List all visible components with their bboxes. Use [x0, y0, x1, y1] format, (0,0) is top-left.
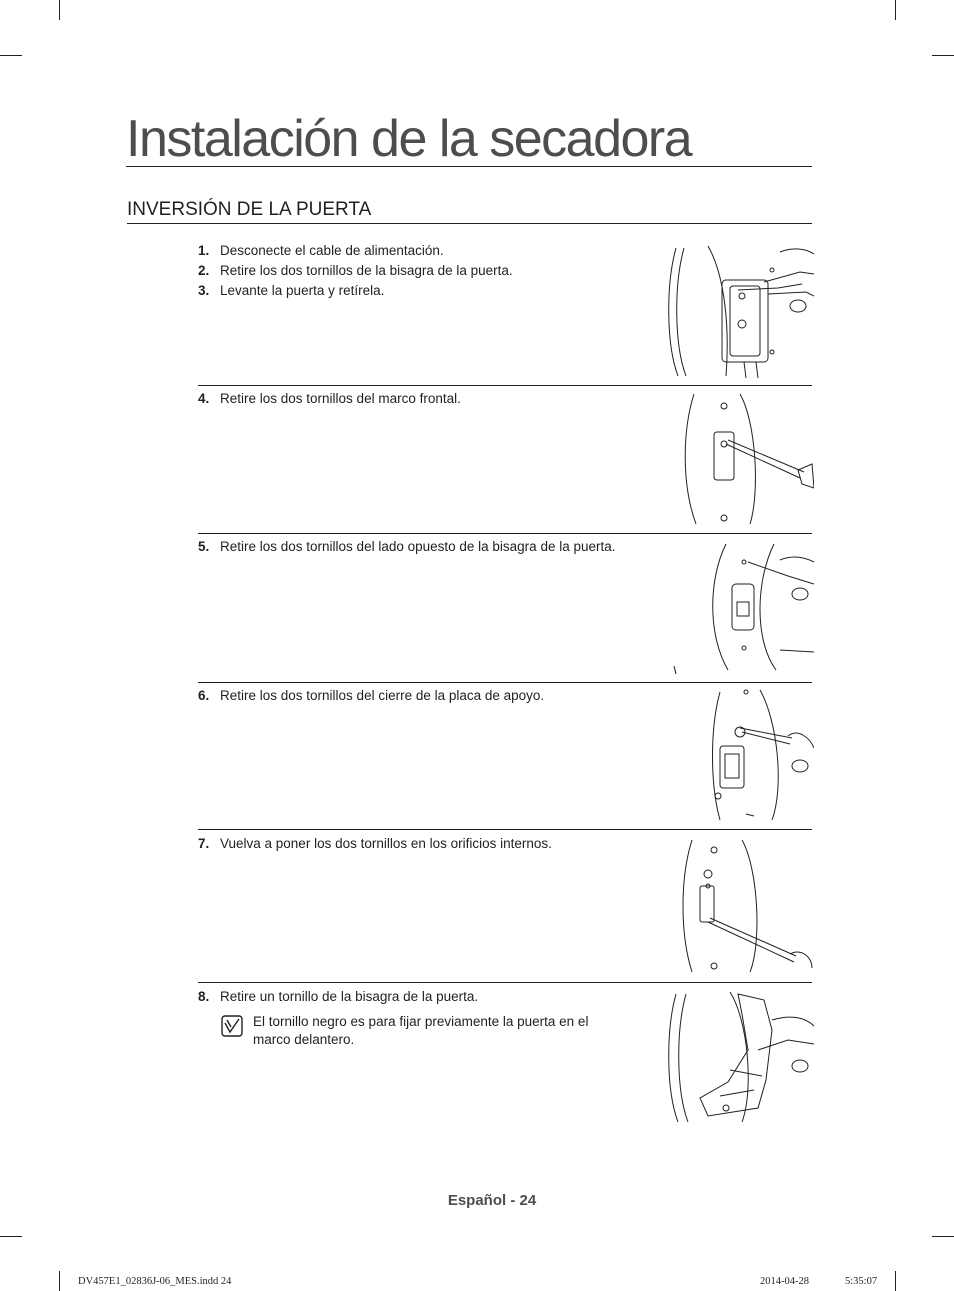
page-title: Instalación de la secadora [126, 112, 812, 167]
crop-mark [0, 55, 22, 56]
divider [198, 385, 812, 386]
crop-mark [895, 1271, 896, 1291]
step-item [198, 390, 628, 408]
print-slug-time: 5:35:07 [845, 1276, 878, 1287]
step-text: Retire los dos tornillos del marco frontal. [220, 391, 461, 406]
illustration-opposite-hinge-screws [668, 540, 814, 674]
step-number: 7. [198, 836, 210, 851]
note-pencil-icon [221, 1015, 243, 1037]
crop-mark [932, 55, 954, 56]
print-slug-date: 2014-04-28 [760, 1276, 809, 1287]
illustration-hinge-screws [668, 244, 814, 378]
divider [198, 682, 812, 683]
divider [198, 982, 812, 983]
step-text: Desconecte el cable de alimentación. [220, 243, 444, 258]
step-number: 4. [198, 391, 210, 406]
section-title: INVERSIÓN DE LA PUERTA [127, 198, 812, 224]
step-item [198, 988, 628, 1006]
illustration-hinge-screw-removal [668, 990, 814, 1124]
divider [198, 533, 812, 534]
crop-mark [0, 1236, 22, 1237]
print-slug-file: DV457E1_02836J-06_MES.indd 24 [78, 1276, 232, 1287]
illustration-front-frame-screws [680, 392, 814, 526]
page-number: Español - 24 [447, 1192, 537, 1209]
crop-mark [59, 0, 60, 20]
crop-mark [932, 1236, 954, 1237]
step-text: Retire los dos tornillos del cierre de la placa de apoyo. [220, 688, 545, 703]
step-text: Retire los dos tornillos de la bisagra de la puerta. [220, 263, 513, 278]
step-number: 5. [198, 539, 210, 554]
step-item [198, 687, 628, 705]
step-text: Retire los dos tornillos del lado opuesto de la bisagra de la puerta. [220, 539, 616, 554]
step-item [198, 282, 628, 300]
step-item [198, 262, 628, 280]
step-text: Vuelva a poner los dos tornillos en los orificios internos. [220, 836, 552, 851]
illustration-reinstall-screws [678, 838, 814, 974]
crop-mark [895, 0, 896, 20]
step-number: 2. [198, 263, 210, 278]
note-text: El tornillo negro es para fijar previamente la puerta en el marco delantero. [253, 1014, 589, 1047]
step-text: Levante la puerta y retírela. [220, 283, 385, 298]
illustration-backing-plate-screws [680, 688, 814, 822]
step-text: Retire un tornillo de la bisagra de la puerta. [220, 989, 479, 1004]
step-item [198, 242, 628, 260]
step-number: 6. [198, 688, 210, 703]
divider [198, 829, 812, 830]
note [221, 1013, 621, 1049]
crop-mark [59, 1271, 60, 1291]
step-number: 3. [198, 283, 210, 298]
step-number: 8. [198, 989, 210, 1004]
step-item [198, 538, 628, 556]
step-item [198, 835, 628, 853]
step-number: 1. [198, 243, 210, 258]
